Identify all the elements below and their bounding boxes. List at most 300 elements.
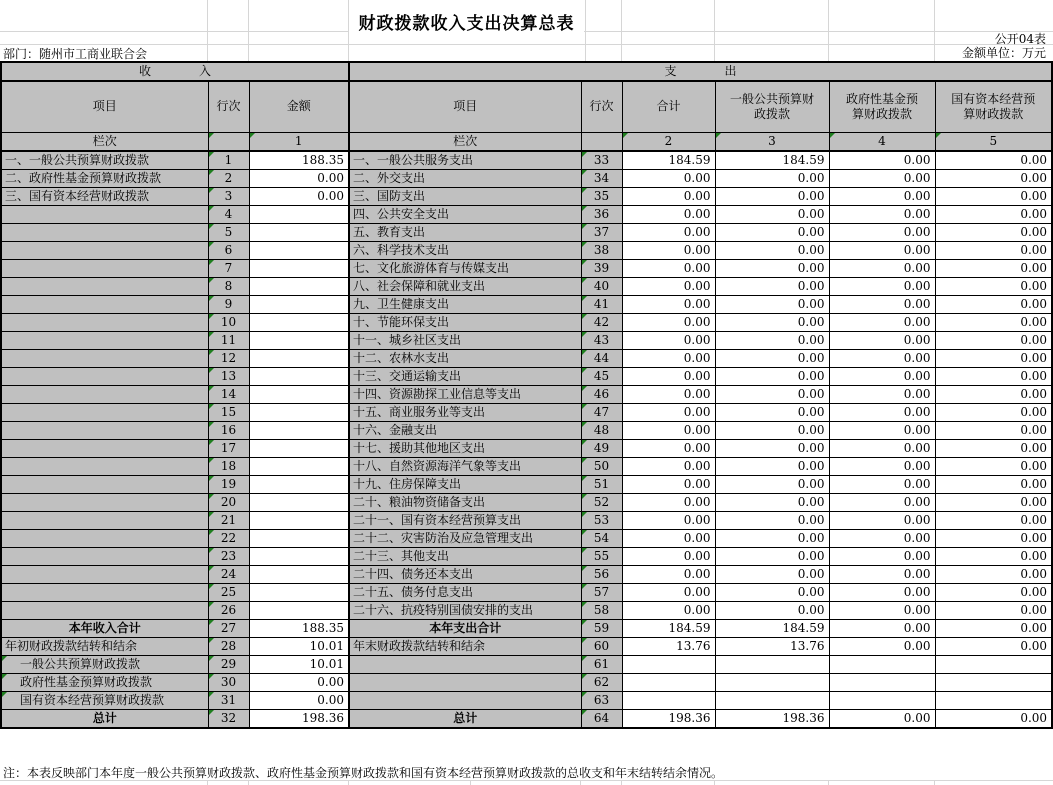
expense-column-index-label: 栏次 <box>349 132 581 151</box>
unit-label: 金额单位：万元 <box>961 46 1046 60</box>
table-row <box>1 332 1052 350</box>
expense-rowno-header: 行次 <box>581 81 622 132</box>
income-amount-cell <box>249 440 349 458</box>
expenditure-banner: 支 出 <box>349 62 1052 81</box>
expense-total-cell: 0.00 <box>622 314 715 332</box>
expense-general-budget-cell: 0.00 <box>715 494 829 512</box>
income-amount-cell <box>249 458 349 476</box>
expense-total-cell: 0.00 <box>622 422 715 440</box>
expense-line-number-cell: 63 <box>581 692 622 710</box>
expense-general-budget-cell: 0.00 <box>715 440 829 458</box>
expense-gov-funds-cell: 0.00 <box>829 386 935 404</box>
expense-general-budget-cell: 0.00 <box>715 602 829 620</box>
expense-state-capital-cell <box>935 674 1052 692</box>
expense-line-number-cell: 35 <box>581 188 622 206</box>
expense-state-capital-cell: 0.00 <box>935 170 1052 188</box>
income-amount-cell <box>249 278 349 296</box>
income-amount-cell <box>249 314 349 332</box>
table-row <box>1 404 1052 422</box>
expense-total-cell: 0.00 <box>622 242 715 260</box>
income-amount-cell <box>249 548 349 566</box>
expense-general-budget-header: 一般公共预算财政拨款 <box>715 81 829 132</box>
expense-state-capital-cell: 0.00 <box>935 404 1052 422</box>
expense-line-number-cell: 52 <box>581 494 622 512</box>
income-amount-cell <box>249 422 349 440</box>
income-amount-cell <box>249 386 349 404</box>
table-row <box>1 512 1052 530</box>
expense-item-cell: 本年支出合计 <box>349 620 581 638</box>
income-amount-cell <box>249 350 349 368</box>
expense-total-cell: 0.00 <box>622 440 715 458</box>
table-row <box>1 530 1052 548</box>
expense-gov-funds-cell: 0.00 <box>829 278 935 296</box>
expense-total-cell: 0.00 <box>622 476 715 494</box>
expense-total-cell: 0.00 <box>622 458 715 476</box>
income-item-header: 项目 <box>1 81 208 132</box>
table-row <box>1 242 1052 260</box>
expense-total-cell: 0.00 <box>622 260 715 278</box>
expense-total-cell: 0.00 <box>622 206 715 224</box>
expense-total-cell: 0.00 <box>622 404 715 422</box>
table-row <box>1 206 1052 224</box>
income-amount-cell <box>249 494 349 512</box>
expense-item-cell: 二十二、灾害防治及应急管理支出 <box>349 530 581 548</box>
expense-general-budget-cell: 198.36 <box>715 710 829 729</box>
expense-general-budget-cell: 0.00 <box>715 404 829 422</box>
expense-line-number-cell: 39 <box>581 260 622 278</box>
expense-line-number-cell: 61 <box>581 656 622 674</box>
expense-gov-funds-cell: 0.00 <box>829 494 935 512</box>
income-line-number-cell: 9 <box>208 296 249 314</box>
income-line-number-cell: 11 <box>208 332 249 350</box>
expense-state-capital-cell: 0.00 <box>935 278 1052 296</box>
table-row <box>1 710 1052 729</box>
expense-state-capital-cell: 0.00 <box>935 566 1052 584</box>
income-amount-cell: 188.35 <box>249 620 349 638</box>
income-amount-cell: 0.00 <box>249 170 349 188</box>
page-title: 财政拨款收入支出决算总表 <box>349 0 584 43</box>
gridline <box>934 780 935 785</box>
table-row <box>1 296 1052 314</box>
expense-state-capital-cell: 0.00 <box>935 296 1052 314</box>
expense-item-cell: 三、国防支出 <box>349 188 581 206</box>
expense-gov-funds-cell: 0.00 <box>829 710 935 729</box>
expense-gov-funds-cell: 0.00 <box>829 314 935 332</box>
income-line-number-cell: 22 <box>208 530 249 548</box>
table-row <box>1 314 1052 332</box>
income-item-cell <box>1 314 208 332</box>
expense-total-cell: 0.00 <box>622 530 715 548</box>
expense-item-cell <box>349 674 581 692</box>
income-rowno-blank-cell <box>208 132 249 151</box>
table-row <box>1 656 1052 674</box>
income-line-number-cell: 13 <box>208 368 249 386</box>
income-item-cell <box>1 530 208 548</box>
income-line-number-cell: 21 <box>208 512 249 530</box>
income-amount-cell: 198.36 <box>249 710 349 729</box>
expense-general-budget-cell: 0.00 <box>715 512 829 530</box>
income-amount-cell <box>249 296 349 314</box>
income-item-cell <box>1 224 208 242</box>
income-item-cell: 年初财政拨款结转和结余 <box>1 638 208 656</box>
expense-general-budget-cell: 0.00 <box>715 170 829 188</box>
expense-state-capital-cell <box>935 656 1052 674</box>
income-line-number-cell: 29 <box>208 656 249 674</box>
income-line-number-cell: 30 <box>208 674 249 692</box>
income-item-cell <box>1 548 208 566</box>
expense-general-budget-cell: 0.00 <box>715 386 829 404</box>
income-item-cell <box>1 476 208 494</box>
expense-item-cell: 年末财政拨款结转和结余 <box>349 638 581 656</box>
income-line-number-cell: 27 <box>208 620 249 638</box>
expense-line-number-cell: 62 <box>581 674 622 692</box>
expense-state-capital-cell: 0.00 <box>935 584 1052 602</box>
expense-item-cell: 二十一、国有资本经营预算支出 <box>349 512 581 530</box>
expense-total-cell: 0.00 <box>622 602 715 620</box>
expense-item-cell: 十四、资源勘探工业信息等支出 <box>349 386 581 404</box>
table-row <box>1 476 1052 494</box>
expense-gov-funds-cell: 0.00 <box>829 548 935 566</box>
income-amount-cell <box>249 368 349 386</box>
income-line-number-cell: 8 <box>208 278 249 296</box>
expense-general-budget-cell: 0.00 <box>715 332 829 350</box>
expense-total-header: 合计 <box>622 81 715 132</box>
expense-gov-funds-cell: 0.00 <box>829 151 935 170</box>
income-line-number-cell: 19 <box>208 476 249 494</box>
expense-state-capital-cell: 0.00 <box>935 314 1052 332</box>
expense-general-budget-cell: 0.00 <box>715 476 829 494</box>
expense-item-cell: 十、节能环保支出 <box>349 314 581 332</box>
expense-line-number-cell: 56 <box>581 566 622 584</box>
table-row <box>1 350 1052 368</box>
expense-gov-funds-cell: 0.00 <box>829 206 935 224</box>
gridline <box>0 44 1053 45</box>
table-row <box>1 494 1052 512</box>
income-amount-cell <box>249 206 349 224</box>
income-line-number-cell: 7 <box>208 260 249 278</box>
expense-line-number-cell: 40 <box>581 278 622 296</box>
expense-item-cell: 十五、商业服务业等支出 <box>349 404 581 422</box>
income-line-number-cell: 2 <box>208 170 249 188</box>
expense-total-cell: 184.59 <box>622 151 715 170</box>
income-item-cell <box>1 404 208 422</box>
expense-gov-funds-header: 政府性基金预算财政拨款 <box>829 81 935 132</box>
expense-gov-funds-cell: 0.00 <box>829 476 935 494</box>
expense-total-cell <box>622 656 715 674</box>
income-item-cell <box>1 260 208 278</box>
expense-general-budget-cell: 0.00 <box>715 548 829 566</box>
expense-general-budget-cell: 0.00 <box>715 278 829 296</box>
expense-line-number-cell: 51 <box>581 476 622 494</box>
expense-column-number: 3 <box>715 132 829 151</box>
expense-general-budget-cell: 0.00 <box>715 260 829 278</box>
expense-line-number-cell: 45 <box>581 368 622 386</box>
table-row <box>1 188 1052 206</box>
expense-column-number: 2 <box>622 132 715 151</box>
expense-total-cell: 0.00 <box>622 224 715 242</box>
expense-state-capital-cell: 0.00 <box>935 602 1052 620</box>
expense-total-cell: 0.00 <box>622 386 715 404</box>
expense-state-capital-cell: 0.00 <box>935 332 1052 350</box>
income-line-number-cell: 26 <box>208 602 249 620</box>
income-line-number-cell: 18 <box>208 458 249 476</box>
income-amount-cell <box>249 332 349 350</box>
expense-item-cell <box>349 656 581 674</box>
income-line-number-cell: 4 <box>208 206 249 224</box>
income-item-cell: 政府性基金预算财政拨款 <box>1 674 208 692</box>
expense-gov-funds-cell: 0.00 <box>829 224 935 242</box>
expense-general-budget-cell <box>715 692 829 710</box>
income-amount-cell <box>249 512 349 530</box>
expense-item-cell: 十三、交通运输支出 <box>349 368 581 386</box>
income-line-number-cell: 25 <box>208 584 249 602</box>
expense-line-number-cell: 50 <box>581 458 622 476</box>
expense-line-number-cell: 48 <box>581 422 622 440</box>
expense-item-cell: 九、卫生健康支出 <box>349 296 581 314</box>
income-line-number-cell: 5 <box>208 224 249 242</box>
income-item-cell <box>1 494 208 512</box>
table-row <box>1 602 1052 620</box>
income-item-cell <box>1 386 208 404</box>
expense-line-number-cell: 60 <box>581 638 622 656</box>
expense-state-capital-cell: 0.00 <box>935 350 1052 368</box>
expense-total-cell: 0.00 <box>622 188 715 206</box>
expense-gov-funds-cell: 0.00 <box>829 512 935 530</box>
expense-total-cell: 0.00 <box>622 296 715 314</box>
income-item-cell <box>1 566 208 584</box>
expense-total-cell: 184.59 <box>622 620 715 638</box>
expense-gov-funds-cell: 0.00 <box>829 530 935 548</box>
income-amount-cell <box>249 530 349 548</box>
expense-gov-funds-cell: 0.00 <box>829 260 935 278</box>
expense-total-cell: 0.00 <box>622 512 715 530</box>
income-column-number: 1 <box>249 132 349 151</box>
expense-state-capital-cell: 0.00 <box>935 620 1052 638</box>
income-amount-header: 金额 <box>249 81 349 132</box>
expense-item-cell: 十九、住房保障支出 <box>349 476 581 494</box>
table-row <box>1 692 1052 710</box>
income-item-cell <box>1 368 208 386</box>
expense-state-capital-cell: 0.00 <box>935 530 1052 548</box>
expense-gov-funds-cell <box>829 692 935 710</box>
expense-general-budget-cell: 184.59 <box>715 620 829 638</box>
expense-state-capital-cell: 0.00 <box>935 242 1052 260</box>
expense-item-cell: 二十六、抗疫特别国债安排的支出 <box>349 602 581 620</box>
expense-gov-funds-cell: 0.00 <box>829 188 935 206</box>
income-line-number-cell: 24 <box>208 566 249 584</box>
income-item-cell: 国有资本经营预算财政拨款 <box>1 692 208 710</box>
expense-state-capital-cell: 0.00 <box>935 548 1052 566</box>
income-amount-cell <box>249 476 349 494</box>
income-line-number-cell: 32 <box>208 710 249 729</box>
income-amount-cell: 0.00 <box>249 674 349 692</box>
department-label: 部门：随州市工商业联合会 <box>3 45 151 62</box>
expense-line-number-cell: 42 <box>581 314 622 332</box>
expense-general-budget-cell: 0.00 <box>715 584 829 602</box>
expense-general-budget-cell: 0.00 <box>715 224 829 242</box>
income-item-cell <box>1 296 208 314</box>
expense-general-budget-cell: 0.00 <box>715 530 829 548</box>
expense-line-number-cell: 36 <box>581 206 622 224</box>
income-item-cell <box>1 584 208 602</box>
expense-state-capital-cell: 0.00 <box>935 458 1052 476</box>
expense-gov-funds-cell: 0.00 <box>829 350 935 368</box>
expense-general-budget-cell: 13.76 <box>715 638 829 656</box>
table-row <box>1 260 1052 278</box>
income-amount-cell <box>249 242 349 260</box>
income-item-cell <box>1 458 208 476</box>
expense-gov-funds-cell: 0.00 <box>829 620 935 638</box>
expense-line-number-cell: 41 <box>581 296 622 314</box>
expense-state-capital-cell <box>935 692 1052 710</box>
table-code-label: 公开04表 <box>994 32 1046 46</box>
section-banner-row <box>1 62 1052 81</box>
expense-item-cell: 八、社会保障和就业支出 <box>349 278 581 296</box>
expense-gov-funds-cell: 0.00 <box>829 368 935 386</box>
income-amount-cell: 10.01 <box>249 656 349 674</box>
income-item-cell <box>1 206 208 224</box>
income-item-cell: 本年收入合计 <box>1 620 208 638</box>
expense-item-cell: 十二、农林水支出 <box>349 350 581 368</box>
expense-state-capital-cell: 0.00 <box>935 422 1052 440</box>
income-line-number-cell: 28 <box>208 638 249 656</box>
income-line-number-cell: 14 <box>208 386 249 404</box>
table-row <box>1 638 1052 656</box>
expense-state-capital-cell: 0.00 <box>935 206 1052 224</box>
income-line-number-cell: 6 <box>208 242 249 260</box>
income-item-cell <box>1 332 208 350</box>
expense-gov-funds-cell: 0.00 <box>829 296 935 314</box>
expense-item-header: 项目 <box>349 81 581 132</box>
expense-gov-funds-cell <box>829 656 935 674</box>
expense-line-number-cell: 57 <box>581 584 622 602</box>
income-item-cell: 二、政府性基金预算财政拨款 <box>1 170 208 188</box>
expense-item-cell: 五、教育支出 <box>349 224 581 242</box>
table-row <box>1 224 1052 242</box>
income-line-number-cell: 31 <box>208 692 249 710</box>
income-item-cell <box>1 242 208 260</box>
expense-item-cell: 二十三、其他支出 <box>349 548 581 566</box>
table-row <box>1 170 1052 188</box>
income-line-number-cell: 12 <box>208 350 249 368</box>
income-item-cell: 总计 <box>1 710 208 729</box>
expense-state-capital-header: 国有资本经营预算财政拨款 <box>935 81 1052 132</box>
expense-total-cell: 0.00 <box>622 332 715 350</box>
table-row <box>1 368 1052 386</box>
gridline <box>828 780 829 785</box>
expense-state-capital-cell: 0.00 <box>935 494 1052 512</box>
expense-total-cell: 0.00 <box>622 548 715 566</box>
income-line-number-cell: 17 <box>208 440 249 458</box>
expense-item-cell: 二、外交支出 <box>349 170 581 188</box>
expense-gov-funds-cell: 0.00 <box>829 170 935 188</box>
income-line-number-cell: 3 <box>208 188 249 206</box>
income-amount-cell <box>249 566 349 584</box>
expense-item-cell: 十六、金融支出 <box>349 422 581 440</box>
expense-total-cell <box>622 692 715 710</box>
expense-item-cell: 六、科学技术支出 <box>349 242 581 260</box>
expense-gov-funds-cell: 0.00 <box>829 584 935 602</box>
expense-item-cell: 十一、城乡社区支出 <box>349 332 581 350</box>
expense-item-cell <box>349 692 581 710</box>
expense-state-capital-cell: 0.00 <box>935 260 1052 278</box>
expense-general-budget-cell: 0.00 <box>715 350 829 368</box>
column-header-row <box>1 81 1052 132</box>
expense-general-budget-cell: 0.00 <box>715 314 829 332</box>
expense-item-cell: 二十四、债务还本支出 <box>349 566 581 584</box>
income-line-number-cell: 10 <box>208 314 249 332</box>
table-row <box>1 386 1052 404</box>
expense-item-cell: 一、一般公共服务支出 <box>349 151 581 170</box>
income-item-cell <box>1 278 208 296</box>
column-index-row <box>1 132 1052 151</box>
expense-gov-funds-cell: 0.00 <box>829 440 935 458</box>
income-line-number-cell: 15 <box>208 404 249 422</box>
table-row <box>1 151 1052 170</box>
expense-line-number-cell: 55 <box>581 548 622 566</box>
expense-total-cell: 0.00 <box>622 350 715 368</box>
table-row <box>1 422 1052 440</box>
expense-line-number-cell: 64 <box>581 710 622 729</box>
expense-item-cell: 十七、援助其他地区支出 <box>349 440 581 458</box>
expense-gov-funds-cell: 0.00 <box>829 422 935 440</box>
expense-general-budget-cell: 0.00 <box>715 566 829 584</box>
expense-line-number-cell: 47 <box>581 404 622 422</box>
expense-gov-funds-cell: 0.00 <box>829 242 935 260</box>
expense-total-cell <box>622 674 715 692</box>
expense-line-number-cell: 43 <box>581 332 622 350</box>
income-item-cell <box>1 422 208 440</box>
income-rowno-header: 行次 <box>208 81 249 132</box>
expense-state-capital-cell: 0.00 <box>935 224 1052 242</box>
expense-total-cell: 0.00 <box>622 584 715 602</box>
income-banner: 收 入 <box>1 62 349 81</box>
expense-gov-funds-cell: 0.00 <box>829 332 935 350</box>
income-amount-cell <box>249 224 349 242</box>
expense-state-capital-cell: 0.00 <box>935 710 1052 729</box>
income-amount-cell: 10.01 <box>249 638 349 656</box>
expense-general-budget-cell <box>715 674 829 692</box>
expense-gov-funds-cell: 0.00 <box>829 602 935 620</box>
expense-line-number-cell: 44 <box>581 350 622 368</box>
expense-item-cell: 十八、自然资源海洋气象等支出 <box>349 458 581 476</box>
table-row <box>1 584 1052 602</box>
table-row <box>1 674 1052 692</box>
expense-state-capital-cell: 0.00 <box>935 368 1052 386</box>
expense-general-budget-cell: 0.00 <box>715 368 829 386</box>
expense-general-budget-cell: 0.00 <box>715 206 829 224</box>
income-amount-cell <box>249 602 349 620</box>
income-amount-cell: 0.00 <box>249 692 349 710</box>
expense-line-number-cell: 46 <box>581 386 622 404</box>
income-column-index-label: 栏次 <box>1 132 208 151</box>
expense-total-cell: 0.00 <box>622 170 715 188</box>
expense-line-number-cell: 33 <box>581 151 622 170</box>
income-item-cell: 一、一般公共预算财政拨款 <box>1 151 208 170</box>
table-row <box>1 620 1052 638</box>
expense-line-number-cell: 53 <box>581 512 622 530</box>
income-amount-cell <box>249 260 349 278</box>
expense-general-budget-cell <box>715 656 829 674</box>
expense-rowno-blank-cell <box>581 132 622 151</box>
expense-item-cell: 二十、粮油物资储备支出 <box>349 494 581 512</box>
income-item-cell <box>1 350 208 368</box>
income-amount-cell <box>249 584 349 602</box>
expense-general-budget-cell: 0.00 <box>715 188 829 206</box>
expense-column-number: 5 <box>935 132 1052 151</box>
income-item-cell <box>1 440 208 458</box>
expense-line-number-cell: 34 <box>581 170 622 188</box>
